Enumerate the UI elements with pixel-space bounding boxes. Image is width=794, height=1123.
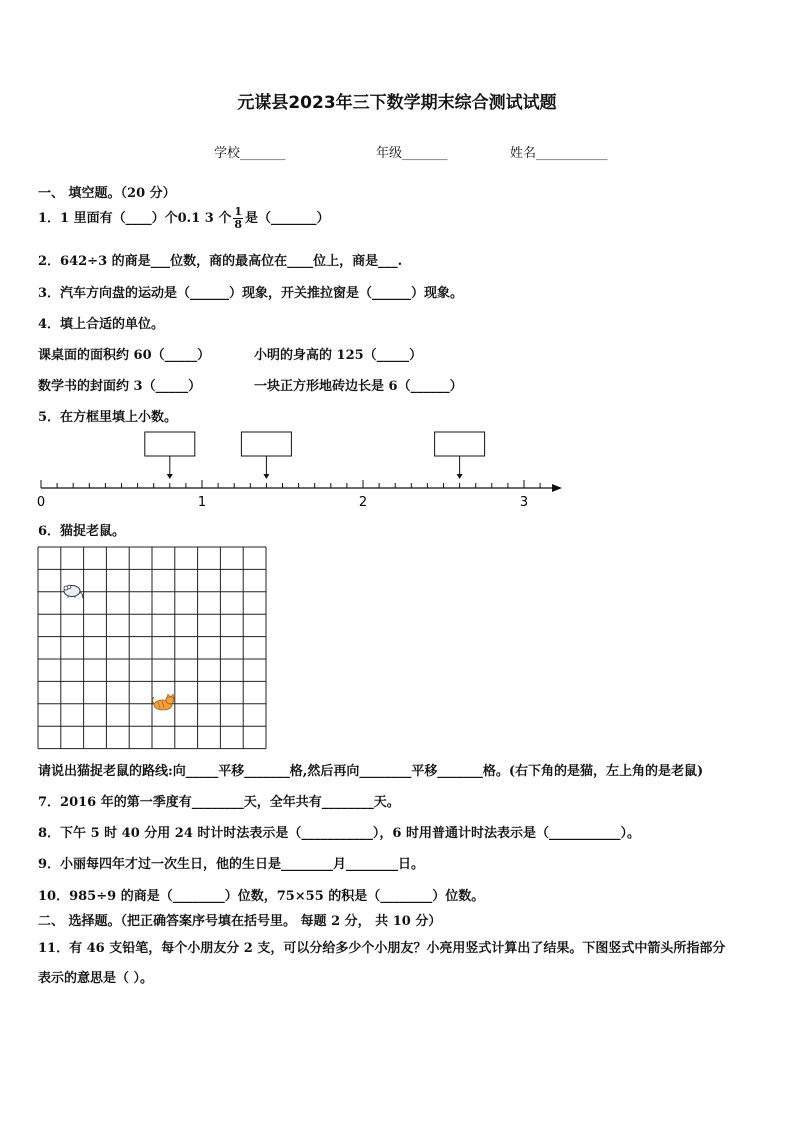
- question-1-part-b: 是（_______）: [245, 211, 330, 226]
- page-title: 元谋县2023年三下数学期末综合测试试题: [237, 93, 557, 113]
- fraction-numerator: 1: [234, 205, 242, 218]
- question-3: 3．汽车方向盘的运动是（______）现象，开关推拉窗是（______）现象。: [38, 286, 464, 301]
- number-line: [30, 428, 570, 518]
- question-4: 4．填上合适的单位。: [38, 317, 165, 332]
- fraction-denominator: 8: [234, 218, 242, 231]
- question-9: 9．小丽每四年才过一次生日，他的生日是________月________日。: [38, 857, 425, 872]
- question-7: 7．2016 年的第一季度有________天，全年共有________天。: [38, 795, 400, 810]
- tick-label: 3: [519, 495, 529, 510]
- grade-field: 年级_______: [376, 146, 448, 161]
- answer-box[interactable]: [241, 432, 291, 456]
- grid-board: [37, 546, 269, 752]
- tick-label: 2: [358, 495, 368, 510]
- pointer-arrow: [457, 474, 463, 479]
- number-line-arrowhead: [552, 484, 562, 492]
- question-4-item-a: 课桌面的面积约 60（_____）: [38, 348, 211, 363]
- question-11-line-2: 表示的意思是（ ）。: [38, 971, 154, 986]
- question-6-text: 请说出猫捉老鼠的路线:向_____平移_______格,然后再向________平移_______格。(右下角的是猫，左上角的是老鼠): [38, 764, 704, 779]
- answer-box[interactable]: [145, 432, 195, 456]
- question-10: 10．985÷9 的商是（________）位数，75×55 的积是（________）位数。: [38, 889, 485, 904]
- grid-lines: [38, 547, 266, 749]
- question-11-line-1: 11．有 46 支铅笔，每个小朋友分 2 支，可以分给多少个小朋友？小亮用竖式计算出了结果。下图竖式中箭头所指部分: [38, 941, 726, 956]
- question-1-part-a: 1．1 里面有（____）个0.1 3 个: [38, 211, 232, 226]
- question-4-item-d: 一块正方形地砖边长是 6（______）: [254, 379, 463, 394]
- question-6: 6．猫捉老鼠。: [38, 524, 126, 539]
- section-2-heading: 二、 选择题。（把正确答案序号填在括号里。 每题 2 分， 共 10 分）: [38, 914, 442, 929]
- cat-icon: [153, 694, 175, 710]
- question-1: [38, 206, 330, 231]
- school-field: 学校_______: [214, 146, 286, 161]
- fraction: [233, 206, 243, 231]
- question-8: 8．下午 5 时 40 分用 24 时计时法表示是（___________），6 时用普通计时法表示是（___________）。: [38, 826, 640, 841]
- question-5: 5．在方框里填上小数。: [38, 410, 178, 425]
- question-2: 2．642÷3 的商是___位数，商的最高位在____位上，商是___.: [38, 254, 403, 269]
- question-4-item-c: 数学书的封面约 3（_____）: [38, 379, 202, 394]
- mouse-icon: [64, 585, 83, 598]
- question-4-item-b: 小明的身高的 125（_____）: [254, 348, 423, 363]
- section-1-heading: 一、 填空题。（20 分）: [38, 186, 176, 201]
- pointer-arrow: [263, 474, 269, 479]
- name-field: 姓名___________: [510, 146, 608, 161]
- tick-label: 1: [197, 495, 207, 510]
- answer-box[interactable]: [435, 432, 485, 456]
- pointer-arrow: [167, 474, 173, 479]
- tick-label: 0: [36, 495, 46, 510]
